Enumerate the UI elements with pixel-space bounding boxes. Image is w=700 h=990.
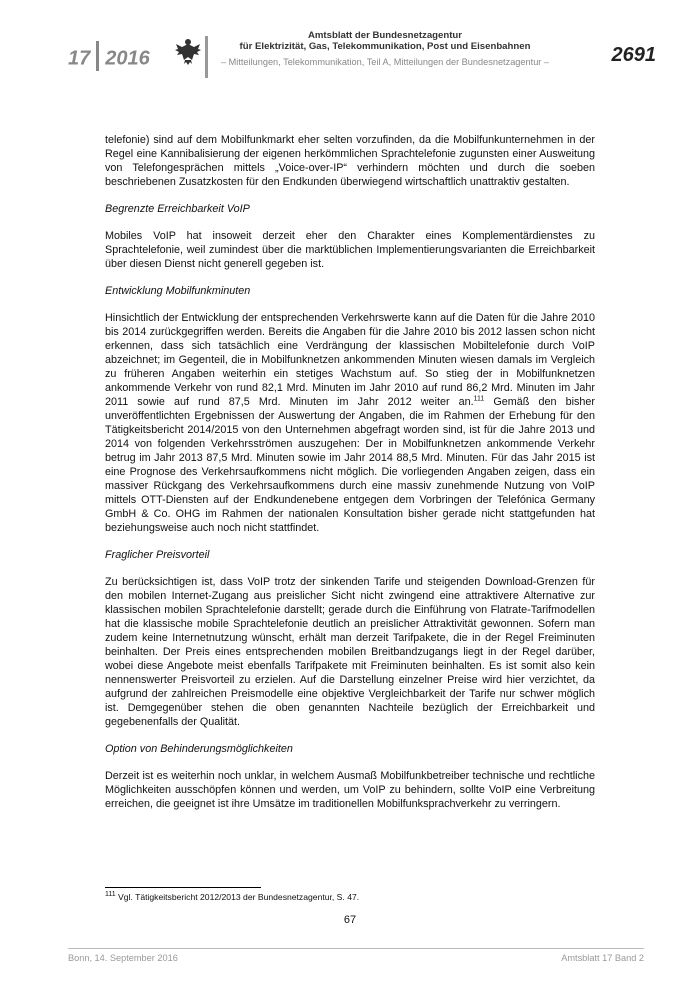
footnote-number: 111 bbox=[105, 891, 116, 899]
footnote-rule bbox=[105, 887, 261, 888]
publication-title-line2: für Elektrizität, Gas, Telekommunikation, Post und Eisenbahnen bbox=[239, 41, 531, 52]
publication-subtitle: – Mitteilungen, Telekommunikation, Teil A, Mitteilungen der Bundesnetzagentur – bbox=[220, 57, 550, 67]
issue-year: 2016 bbox=[105, 47, 150, 70]
footer-date: Bonn, 14. September 2016 bbox=[68, 953, 178, 963]
paragraph-3-part-a: Hinsichtlich der Entwicklung der entsprechenden Verkehrswerte kann auf die Daten für die Jahre 2010 bis 2014 zurückgegriffen werden. Bereits die Angaben für die Jahre 2010 bis 2012 lassen schon nicht erkennen, dass sich tatsächlich eine Verdrängung der klassischen Mobiltelefonie durch VoIP abzeichnet; im Gegenteil, die in Mobilfunknetzen ankommenden Minuten wiesen damals im Vergleich zu früheren Angaben weiterhin ein stetiges Wachstum auf. So stieg der in Mobilfunknetzen ankommende Verkehr von rund 82,1 Mrd. Minuten im Jahr 2010 auf rund 86,2 Mrd. Minuten im Jahr 2011 sowie auf rund 87,5 Mrd. Minuten im Jahr 2012 weiter an. bbox=[105, 312, 595, 408]
paragraph-3-part-b: Gemäß den bisher unveröffentlichten Ergebnissen der Auswertung der Angaben, die im Rahmen der Erhebung für den Tätigkeitsbericht 2014/2015 von den Unternehmen abgefragt worden sind, ist für die Jahre 2013 und 2014 von folgenden Verkehrsströmen auszugehen: Der in Mobilfunknetzen ankommende Verkehr betrug im Jahr 2013 87,5 Mrd. Minuten sowie im Jahr 2014 88,5 Mrd. Minuten. Für das Jahr 2015 ist eine Prognose des Verkehrsaufkommens nicht möglich. Die vorliegenden Angaben zeigen, dass ein massiver Rückgang des Verkehrsaufkommens durch eine massiv zunehmende Nutzung von VoIP mittels OTT-Diensten auf der Endkundenebene entgegen dem Vorbringen der Telefónica Germany GmbH & Co. OHG im Rahmen der nationalen Konsultation bisher gerade nicht stattgefunden hat beziehungsweise auch noch nicht stattfindet. bbox=[105, 396, 595, 534]
body-text bbox=[105, 133, 595, 824]
paragraph-2: Mobiles VoIP hat insoweit derzeit eher den Charakter eines Komplementärdienstes zu Sprachtelefonie, weil zumindest über die marktüblichen Implementierungsvarianten die Erreichbarkeit über diesen Dienst nicht generell gegeben ist. bbox=[105, 230, 595, 270]
footnote-reference: 111 bbox=[473, 395, 485, 403]
publication-title bbox=[210, 30, 560, 52]
federal-eagle-icon bbox=[173, 36, 203, 66]
footnote bbox=[105, 892, 359, 902]
footer-issue: Amtsblatt 17 Band 2 bbox=[561, 953, 644, 963]
paragraph-3 bbox=[105, 311, 595, 535]
paragraph-1: telefonie) sind auf dem Mobilfunkmarkt eher selten vorzufinden, da die Mobilfunkunternehmen in der Regel eine Kannibalisierung der eigenen herkömmlichen Sprachtelefonie zugunsten einer Ausweitung von Telefongesprächen mittels „Voice-over-IP“ verhindern möchten und durch die soeben beschriebenen Zusatzkosten für den Endkunden überwiegend wirtschaftlich unattraktiv gestalten. bbox=[105, 134, 595, 188]
issue-separator bbox=[96, 41, 99, 71]
paragraph-5: Derzeit ist es weiterhin noch unklar, in welchem Ausmaß Mobilfunkbetreiber technische und rechtliche Möglichkeiten ausschöpfen können und werden, um VoIP zu behindern, sollte VoIP eine Verbreitung erreichen, die geeignet ist ihre Umsätze im traditionellen Mobilfunksprachverkehr zu verringern. bbox=[105, 770, 595, 810]
issue-number: 17 bbox=[68, 47, 91, 70]
publication-title-line1: Amtsblatt der Bundesnetzagentur bbox=[307, 30, 463, 41]
section-heading-behinderung: Option von Behinderungsmöglichkeiten bbox=[105, 743, 293, 755]
section-heading-erreichbarkeit: Begrenzte Erreichbarkeit VoIP bbox=[105, 203, 250, 215]
paragraph-4: Zu berücksichtigen ist, dass VoIP trotz der sinkenden Tarife und steigenden Download-Grenzen für den mobilen Internet-Zugang aus preislicher Sicht nicht zwingend eine attraktivere Alternative zur klassischen mobilen Sprachtelefonie darstellt; gerade durch die Einführung von Flatrate-Tarifmodellen hat die klassische mobile Sprachtelefonie deutlich an preislicher Attraktivität gewonnen. Sofern man zudem keine Internetnutzung wünscht, erhält man derzeit Tarifpakete, die in der Regel Freiminuten beinhalten. Der Preis eines entsprechenden mobilen Breitbandzugangs liegt in der Regel darüber, wobei diese Angebote meist ebenfalls Tarifpakete mit Freiminuten beinhalten. Es ist somit also kein nennenswerter Preisvorteil zu erzielen. Auf die Darstellung einzelner Preise wird hier verzichtet, da aufgrund der zahlreichen Preismodelle eine objektive Vergleichbarkeit der Tarife nur schwer möglich ist. Demgegenüber stehen die oben genannten Nachteile bezüglich der Erreichbarkeit und gegebenenfalls der Qualität. bbox=[105, 576, 595, 728]
footnote-text: Vgl. Tätigkeitsbericht 2012/2013 der Bundesnetzagentur, S. 47. bbox=[115, 892, 360, 902]
issue-label bbox=[68, 44, 150, 74]
section-heading-mobilfunkminuten: Entwicklung Mobilfunkminuten bbox=[105, 285, 251, 297]
page-folio: 67 bbox=[343, 914, 357, 926]
footer-rule bbox=[68, 948, 644, 949]
section-heading-preisvorteil: Fraglicher Preisvorteil bbox=[105, 549, 210, 561]
header-divider bbox=[205, 36, 208, 78]
page-number: 2691 bbox=[611, 44, 656, 66]
